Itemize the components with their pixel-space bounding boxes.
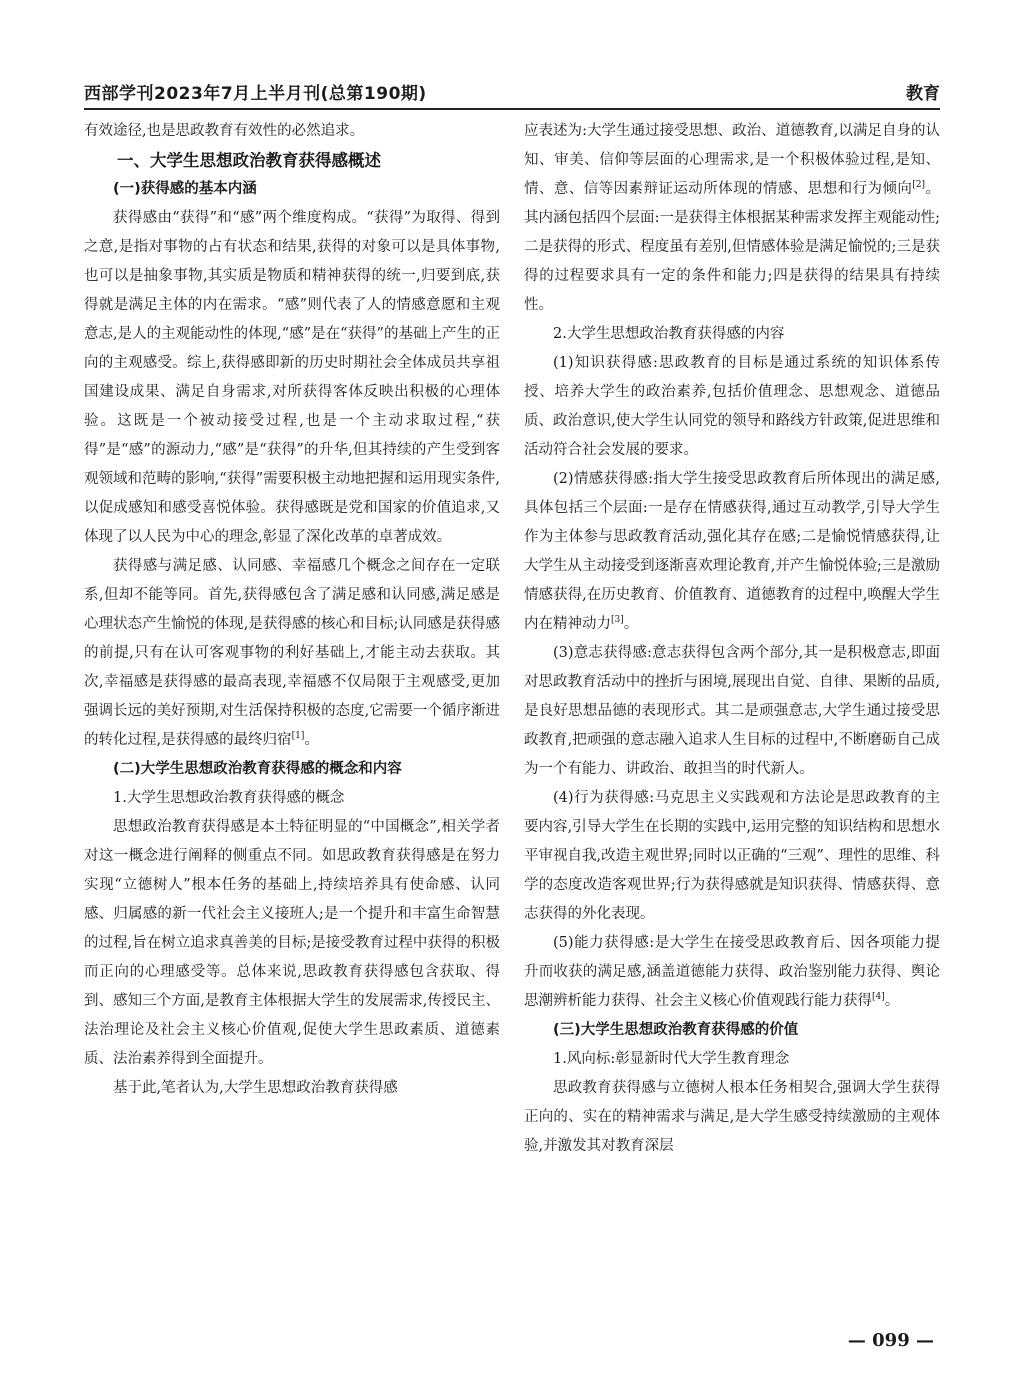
citation-ref: [4] [872, 992, 885, 1002]
citation-ref: [1] [291, 731, 305, 741]
citation-ref: [2] [912, 180, 926, 190]
paragraph: 获得感与满足感、认同感、幸福感几个概念之间存在一定联系,但却不能等同。首先,获得感包含了满足感和认同感,满足感是心理状态产生愉悦的体现,是获得感的核心和目标;认同感是获得感的前提,只有在认可客观事物的利好基础上,才能主动去获取。其次,幸福感是获得感的最高表现,幸福感不仅局限于主观感受,更加强调长远的美好预期,对生活保持积极的态度,它需要一个循序渐进的转化过程,是获得感的最终归宿[1]。 [84, 558, 500, 748]
sub-subsection-heading: 1.大学生思想政治教育获得感的概念 [113, 790, 345, 806]
paragraph-continuation: 应表述为:大学生通过接受思想、政治、道德教育,以满足自身的认知、审美、信仰等层面的心理需求,是一个积极体验过程,是知、情、意、信等因素辩证运动所体现的情感、思想和行为倾向[2]。其内涵包括四个层面:一是获得主体根据某种需求发挥主观能动性;二是获得的形式、程度虽有差别,但情感体验是满足愉悦的;三是获得的过程要求具有一定的条件和能力;四是获得的结果具有持续性。 [524, 123, 940, 313]
sub-subsection-heading: 2.大学生思想政治教育获得感的内容 [553, 326, 785, 342]
paragraph: (5)能力获得感:是大学生在接受思政教育后、因各项能力提升而收获的满足感,涵盖道德能力获得、政治鉴别能力获得、舆论思潮辨析能力获得、社会主义核心价值观践行能力获得[4]。 [524, 935, 940, 1009]
section-heading: 一、大学生思想政治教育获得感概述 [117, 151, 381, 170]
sub-subsection-heading: 1.风向标:彰显新时代大学生教育理念 [553, 1051, 790, 1067]
page-number: — 099 — [847, 1330, 934, 1351]
left-column [84, 117, 500, 1103]
paragraph-continuation: 有效途径,也是思政教育有效性的必然追求。 [84, 123, 365, 139]
subsection-heading: (三)大学生思想政治教育获得感的价值 [553, 1022, 799, 1038]
right-column [524, 117, 940, 1161]
paragraph: (3)意志获得感:意志获得包含两个部分,其一是积极意志,即面对思政教育活动中的挫折与困境,展现出自觉、自律、果断的品质,是良好思想品德的表现形式。其二是顽强意志,大学生通过接受思政教育,把顽强的意志融入追求人生目标的过程中,不断磨砺自己成为一个有能力、讲政治、敢担当的时代新人。 [524, 645, 940, 777]
paragraph: (1)知识获得感:思政教育的目标是通过系统的知识体系传授、培养大学生的政治素养,包括价值理念、思想观念、道德品质、政治意识,使大学生认同党的领导和路线方针政策,促进思维和活动符合社会发展的要求。 [524, 355, 940, 458]
subsection-heading: (二)大学生思想政治教育获得感的概念和内容 [113, 761, 402, 777]
citation-ref: [3] [611, 615, 624, 625]
header-rule [84, 108, 940, 110]
paragraph: 基于此,笔者认为,大学生思想政治教育获得感 [113, 1080, 398, 1096]
running-header [84, 70, 940, 104]
journal-title: 西部学刊2023年7月上半月刊(总第190期) [84, 84, 427, 104]
paragraph: 思想政治教育获得感是本土特征明显的“中国概念”,相关学者对这一概念进行阐释的侧重点不同。如思政教育获得感是在努力实现“立德树人”根本任务的基础上,持续培养具有使命感、认同感、归属感的新一代社会主义接班人;是一个提升和丰富生命智慧的过程,旨在树立追求真善美的目标;是接受教育过程中获得的积极而正向的心理感受等。总体来说,思政教育获得感包含获取、得到、感知三个方面,是教育主体根据大学生的发展需求,传授民主、法治理论及社会主义核心价值观,促使大学生思政素质、道德素质、法治素养得到全面提升。 [84, 819, 500, 1067]
paragraph: 思政教育获得感与立德树人根本任务相契合,强调大学生获得正向的、实在的精神需求与满足,是大学生感受持续激励的主观体验,并激发其对教育深层 [524, 1080, 940, 1154]
paragraph: (4)行为获得感:马克思主义实践观和方法论是思政教育的主要内容,引导大学生在长期的实践中,运用完整的知识结构和思想水平审视自我,改造主观世界;同时以正确的“三观”、理性的思维、科学的态度改造客观世界;行为获得感就是知识获得、情感获得、意志获得的外化表现。 [524, 790, 940, 922]
subsection-heading: (一)获得感的基本内涵 [113, 181, 257, 197]
paragraph: (2)情感获得感:指大学生接受思政教育后所体现出的满足感,具体包括三个层面:一是存在情感获得,通过互动教学,引导大学生作为主体参与思政教育活动,强化其存在感;二是愉悦情感获得,让大学生从主动接受到逐渐喜欢理论教育,并产生愉悦体验;三是激励情感获得,在历史教育、价值教育、道德教育的过程中,唤醒大学生内在精神动力[3]。 [524, 471, 940, 632]
section-tag: 教育 [906, 84, 940, 104]
paragraph: 获得感由“获得”和“感”两个维度构成。“获得”为取得、得到之意,是指对事物的占有状态和结果,获得的对象可以是具体事物,也可以是抽象事物,其实质是物质和精神获得的统一,归要到底,获得就是满足主体的内在需求。“感”则代表了人的情感意愿和主观意志,是人的主观能动性的体现,“感”是在“获得”的基础上产生的正向的主观感受。综上,获得感即新的历史时期社会全体成员共享祖国建设成果、满足自身需求,对所获得客体反映出积极的心理体验。这既是一个被动接受过程,也是一个主动求取过程,“获得”是“感”的源动力,“感”是“获得”的升华,但其持续的产生受到客观领域和范畴的影响,“获得”需要积极主动地把握和运用现实条件,以促成感知和感受喜悦体验。获得感既是党和国家的价值追求,又体现了以人民为中心的理念,彰显了深化改革的卓著成效。 [84, 210, 500, 545]
